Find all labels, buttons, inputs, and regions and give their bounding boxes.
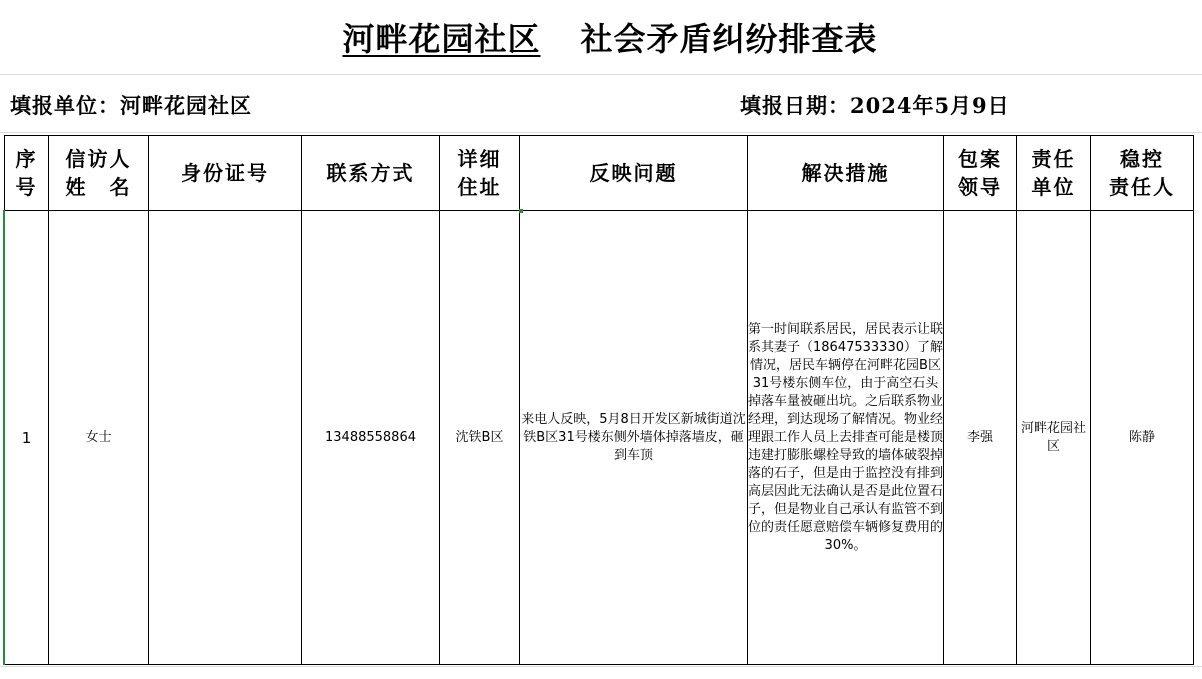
header-petitioner[interactable]: 信访人 姓 名: [49, 136, 149, 211]
header-responsible-unit[interactable]: 责任 单位: [1017, 136, 1091, 211]
cell-stability-person[interactable]: 陈静: [1091, 211, 1194, 665]
cell-address[interactable]: 沈铁B区: [440, 211, 520, 665]
header-issue[interactable]: 反映问题: [520, 136, 748, 211]
cell-seq[interactable]: 1: [5, 211, 49, 665]
cell-id-number[interactable]: [149, 211, 302, 665]
sheet-title: [0, 14, 1202, 64]
cell-issue[interactable]: 来电人反映，5月8日开发区新城街道沈铁B区31号楼东侧外墙体掉落墙皮，砸到车顶: [520, 211, 748, 665]
dispute-table: [4, 135, 1194, 665]
sheet-bottom-gridline: [0, 666, 1202, 667]
row-selection-indicator: [3, 210, 5, 665]
cell-petitioner[interactable]: 女士: [49, 211, 149, 665]
table-row: [5, 211, 1194, 665]
title-community: 河畔花园社区: [342, 20, 541, 58]
header-address[interactable]: 详细 住址: [440, 136, 520, 211]
header-case-leader[interactable]: 包案 领导: [944, 136, 1017, 211]
header-seq[interactable]: 序 号: [5, 136, 49, 211]
title-sheet-name: 社会矛盾纠纷排查表: [580, 20, 878, 58]
header-row: [5, 136, 1194, 211]
header-solution[interactable]: 解决措施: [748, 136, 944, 211]
cell-case-leader[interactable]: 李强: [944, 211, 1017, 665]
cell-responsible-unit[interactable]: 河畔花园社区: [1017, 211, 1091, 665]
cell-comment-marker: [519, 209, 523, 213]
header-contact[interactable]: 联系方式: [302, 136, 440, 211]
reporting-date: 填报日期：2024年5月9日: [740, 93, 1010, 118]
header-id-number[interactable]: 身份证号: [149, 136, 302, 211]
reporting-unit: 填报单位：河畔花园社区: [10, 93, 252, 118]
cell-solution[interactable]: 第一时间联系居民，居民表示让联系其妻子（18647533330）了解情况，居民车辆停在河畔花园B区31号楼东侧车位，由于高空石头掉落车量被砸出坑。之后联系物业经理，到达现场了解情况。物业经理跟工作人员上去排查可能是楼顶违建打膨胀螺栓导致的墙体破裂掉落的石子，但是由于监控没有排到高层因此无法确认是否是此位置石子，但是物业自己承认有监管不到位的责任愿意赔偿车辆修复费用的30%。: [748, 211, 944, 665]
header-stability-person[interactable]: 稳控 责任人: [1091, 136, 1194, 211]
cell-contact[interactable]: 13488558864: [302, 211, 440, 665]
